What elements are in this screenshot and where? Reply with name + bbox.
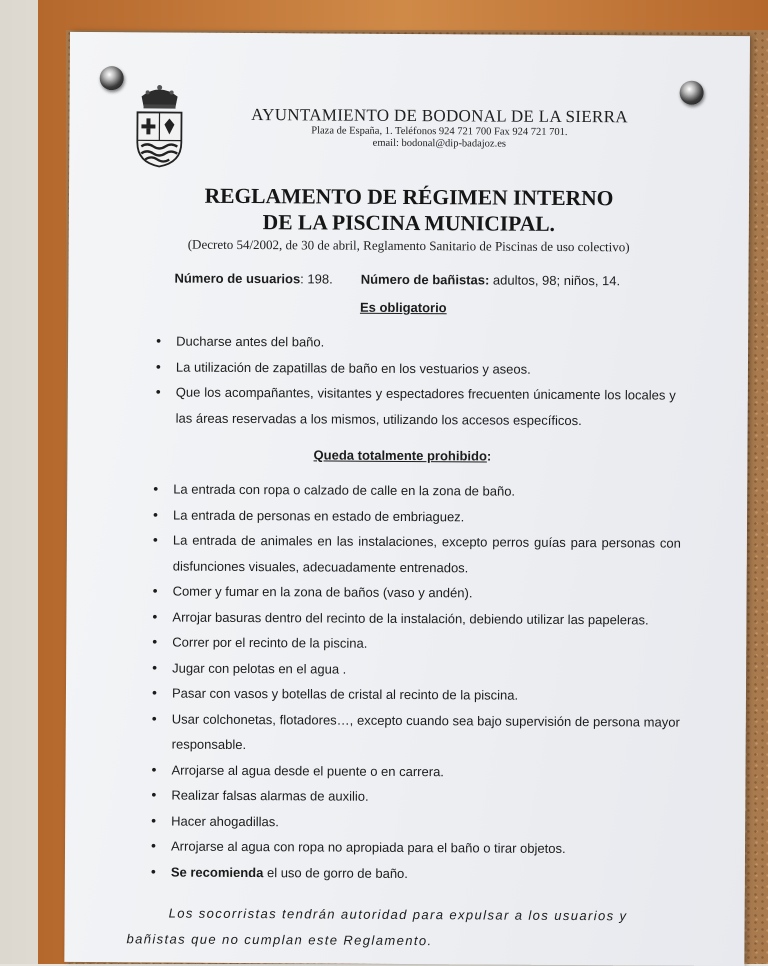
list-item: • Ducharse antes del baño.	[156, 328, 676, 357]
list-item: • Que los acompañantes, visitantes y espectadores frecuenten únicamente los locales y las áreas reservadas a los mismos, utilizando los accesos específicos.	[156, 379, 676, 433]
footer-line-2: bañistas que no cumplan este Reglamento.	[126, 926, 686, 955]
list-item: • La entrada de animales en las instalaciones, excepto perros guías para personas con disfunciones visuales, adecuadamente entrenados.	[153, 527, 681, 581]
obligatory-heading: Es obligatorio	[308, 299, 498, 315]
bathers-value: adultos, 98; niños, 14.	[489, 272, 620, 288]
list-item: • Comer y fumar en la zona de baños (vaso y andén).	[153, 578, 681, 607]
list-item: • La entrada de personas en estado de embriaguez.	[153, 502, 681, 531]
title-line-1: REGLAMENTO DE RÉGIMEN INTERNO	[169, 183, 649, 212]
prohibited-list	[151, 476, 681, 887]
list-item: • Correr por el recinto de la piscina.	[152, 629, 680, 658]
list-item: • La utilización de zapatillas de baño en los vestuarios y aseos.	[156, 354, 676, 383]
bathers-label: Número de bañistas:	[361, 272, 490, 288]
list-item: • Arrojar basuras dentro del recinto de la instalación, debiendo utilizar las papeleras.	[152, 604, 680, 633]
organization-email: email: bodonal@dip-badajoz.es	[219, 137, 659, 152]
list-item: • Arrojarse al agua con ropa no apropiada para el baño o tirar objetos.	[151, 833, 679, 862]
list-item: • Pasar con vasos y botellas de cristal al recinto de la piscina.	[152, 680, 680, 709]
pushpin-icon	[100, 66, 124, 90]
users-value: : 198.	[300, 271, 333, 286]
recommendation-bold: Se recomienda	[171, 864, 264, 880]
decree-reference: (Decreto 54/2002, de 30 de abril, Reglamento Sanitario de Piscinas de uso colectivo)	[169, 237, 649, 256]
title-line-2: DE LA PISCINA MUNICIPAL.	[169, 209, 649, 238]
organization-address: Plaza de España, 1. Teléfonos 924 721 700 Fax 924 721 701.	[219, 125, 659, 140]
prohibited-heading	[257, 447, 547, 464]
notice-sheet	[64, 32, 750, 966]
list-item: • Jugar con pelotas en el agua .	[152, 655, 680, 684]
lifeguard-notice	[126, 900, 686, 955]
prohibited-heading-text: Queda totalmente prohibido	[314, 447, 487, 463]
obligatory-list	[156, 328, 677, 433]
list-item: • Usar colchonetas, flotadores…, excepto cuando sea bajo supervisión de persona mayor responsable.	[152, 706, 680, 760]
capacity-line	[174, 271, 734, 289]
footer-line-1: Los socorristas tendrán autoridad para expulsar a los usuarios y	[127, 900, 687, 929]
list-item: • Arrojarse al agua desde el puente o en carrera.	[151, 757, 679, 786]
recommendation-text: el uso de gorro de baño.	[263, 865, 408, 881]
pushpin-icon	[680, 81, 704, 105]
organization-name: AYUNTAMIENTO DE BODONAL DE LA SIERRA	[219, 105, 659, 128]
list-item: • Hacer ahogadillas.	[151, 808, 679, 837]
document-title	[169, 183, 649, 238]
prohibited-heading-colon: :	[487, 448, 491, 463]
list-item	[151, 859, 679, 888]
coat-of-arms-icon	[133, 78, 186, 168]
letterhead	[219, 105, 659, 152]
users-label: Número de usuarios	[174, 271, 300, 287]
list-item: • La entrada con ropa o calzado de calle en la zona de baño.	[153, 476, 681, 505]
list-item: • Realizar falsas alarmas de auxilio.	[151, 782, 679, 811]
